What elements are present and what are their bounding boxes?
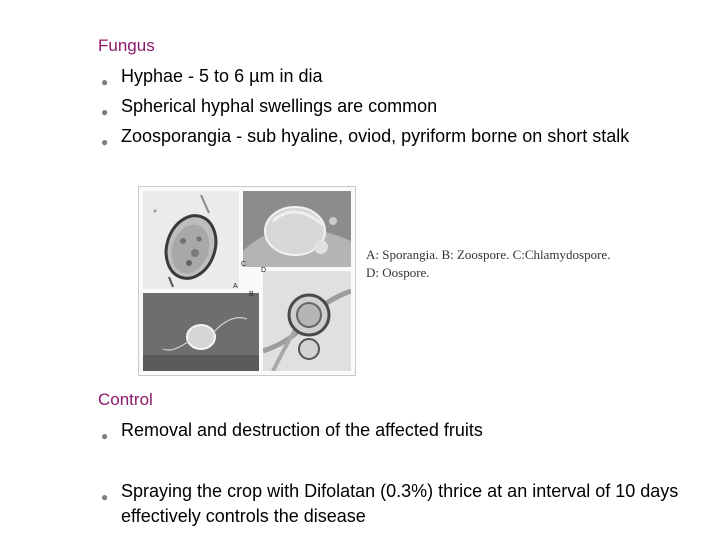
bullet-text: Hyphae - 5 to 6 µm in dia <box>121 66 323 86</box>
control-bullet-removal <box>101 418 681 449</box>
control-bullet-spraying <box>101 479 681 529</box>
bullet-icon: ● <box>101 429 109 443</box>
bullet-icon: ● <box>101 105 109 119</box>
bullet-text: Spherical hyphal swellings are common <box>121 96 438 116</box>
sporangium-image <box>143 191 239 289</box>
panel-label-a: A <box>233 283 238 290</box>
caption-line-1: A: Sporangia. B: Zoospore. C:Chlamydospore. <box>366 247 611 262</box>
caption-line-2: D: Oospore. <box>366 265 430 280</box>
fungus-bullet-hyphae <box>101 64 681 95</box>
panel-label-b: B <box>249 291 254 298</box>
fungus-bullet-zoosporangia <box>101 124 661 155</box>
panel-label-c: C <box>241 261 247 268</box>
bullet-text: Removal and destruction of the affected fruits <box>121 420 483 440</box>
fungus-bullet-swellings <box>101 94 681 125</box>
zoospore-image <box>143 293 259 371</box>
bullet-icon: ● <box>101 135 109 149</box>
bullet-icon: ● <box>101 490 109 504</box>
fungus-heading: Fungus <box>98 36 155 55</box>
control-heading: Control <box>98 390 153 409</box>
oospore-image <box>263 271 351 371</box>
figure-caption <box>366 246 686 282</box>
panel-label-d: D <box>261 267 267 274</box>
bullet-text: Spraying the crop with Difolatan (0.3%) thrice at an interval of 10 days effectively controls the disease <box>121 481 679 526</box>
chlamydospore-image <box>243 191 351 267</box>
bullet-icon: ● <box>101 75 109 89</box>
micrograph-figure <box>138 186 356 376</box>
bullet-text: Zoosporangia - sub hyaline, oviod, pyriform borne on short stalk <box>121 126 630 146</box>
